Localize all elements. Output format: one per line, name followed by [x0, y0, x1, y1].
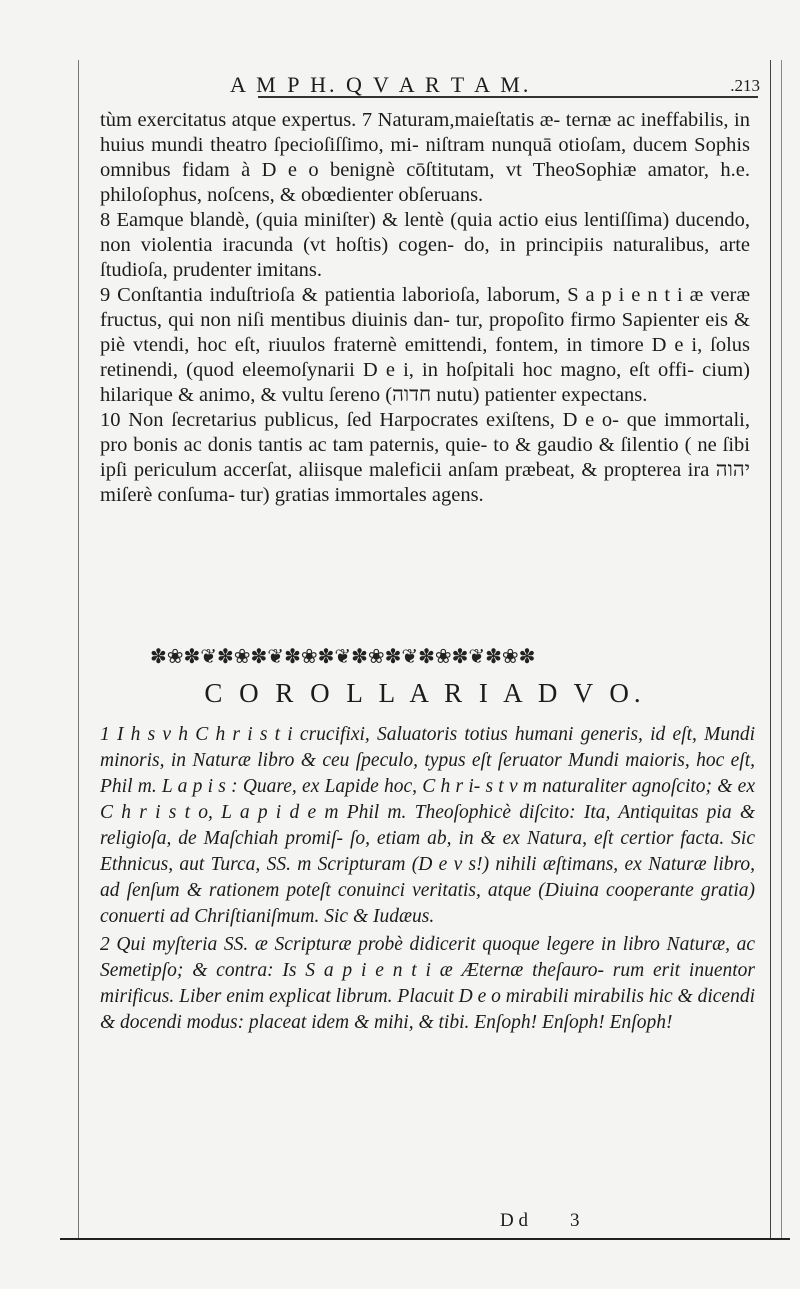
main-text — [100, 108, 750, 508]
page-border-bottom — [60, 1238, 790, 1240]
paragraph-9: 9 Conſtantia induſtrioſa & patientia laborioſa, laborum, S a p i e n t i æ veræ fructus, qui non niſi mentibus diuinis dan- tur, propoſito firmo Sapienter eis & piè vtendi, hoc eſt, riuulos fraternè emittendi, fontem, in timore D e i, ſolus retinendi, (quod eleemoſynarii D e i, in hoſpitali hoc magno, eſt offi- cium) hilarique & animo, & vultu ſereno (חדוה nutu) patienter expectans. — [100, 284, 750, 406]
page-number: .213 — [730, 76, 760, 95]
running-title: A M P H. Q V A R T A M. — [230, 72, 532, 97]
catchword: 3 — [570, 1210, 580, 1231]
corollaria-text — [100, 722, 755, 1038]
paragraph-7: tùm exercitatus atque expertus. 7 Naturam,maieſtatis æ- ternæ ac ineffabilis, in huius mundi theatro ſpecioſiſſimo, mi- niſtram nunquā otioſam, ducem Sophis omnibus fidam à D e o benignè cōſtitutam, vt TheoSophiæ amator, h.e. philoſophus, noſcens, & obœdienter obſeruans. — [100, 109, 750, 206]
decorative-ornament-band: ✽❀✽❦✽❀✽❦✽❀✽❦✽❀✽❦✽❀✽❦✽❀✽ — [150, 645, 536, 668]
paragraph-10: 10 Non ſecretarius publicus, ſed Harpocrates exiſtens, D e o- que immortali, pro bonis ac donis tantis ac tam paternis, quie- to & gaudio & ſilentio ( ne ſibi ipſi periculum accerſat, aliisque maleficii anſam præbeat, & propterea ira יהוה miſerè conſuma- tur) gratias immortales agens. — [100, 409, 750, 506]
corollary-2: 2 Qui myſteria SS. æ Scripturæ probè didicerit quoque legere in libro Naturæ, ac Semetipſo; & contra: Is S a p i e n t i æ Æternæ theſauro- rum erit inuentor mirificus. Liber enim explicat librum. Placuit D e o mirabili mirabilis hic & dicendi & docendi modus: placeat idem & mihi, & tibi. Enſoph! Enſoph! Enſoph! — [100, 934, 755, 1033]
corollaria-heading: C O R O L L A R I A D V O. — [204, 678, 646, 708]
paragraph-8: 8 Eamque blandè, (quia miniſter) & lentè (quia actio eius lentiſſima) ducendo, non violentia iracunda (vt hoſtis) cogen- do, in principiis naturalibus, arte ſtudioſa, prudenter imitans. — [100, 209, 750, 281]
page-edge-right — [770, 60, 782, 1240]
page-footer — [100, 1210, 750, 1234]
running-header — [90, 72, 780, 102]
corollary-1: 1 I h s v h C h r i s t i crucifixi, Saluatoris totius humani generis, id eſt, Mundi minoris, in Naturæ libro & ceu ſpeculo, typus eſt ſeruator Mundi maioris, hoc eſt, Phil m. L a p i s : Quare, ex Lapide hoc, C h r i- s t v m naturaliter agnoſcito; & ex C h r i s t o, L a p i d e m Phil m. Theoſophicè diſcito: Ita, Antiquitas pia & religioſa, de Maſchiah promiſ- ſo, etiam ab, in & ex Natura, eſt certior facta. Sic Ethnicus, aut Turca, SS. m Scripturam (D e v s!) nihili æſtimans, ex Naturæ libro, ad ſenſum & rationem poteſt conuinci veritatis, atque (Diuina cooperante gratia) conuerti ad Chriſtianiſmum. Sic & Iudæus. — [100, 724, 755, 927]
page-border-left — [78, 60, 79, 1238]
signature-mark: D d — [500, 1210, 528, 1231]
